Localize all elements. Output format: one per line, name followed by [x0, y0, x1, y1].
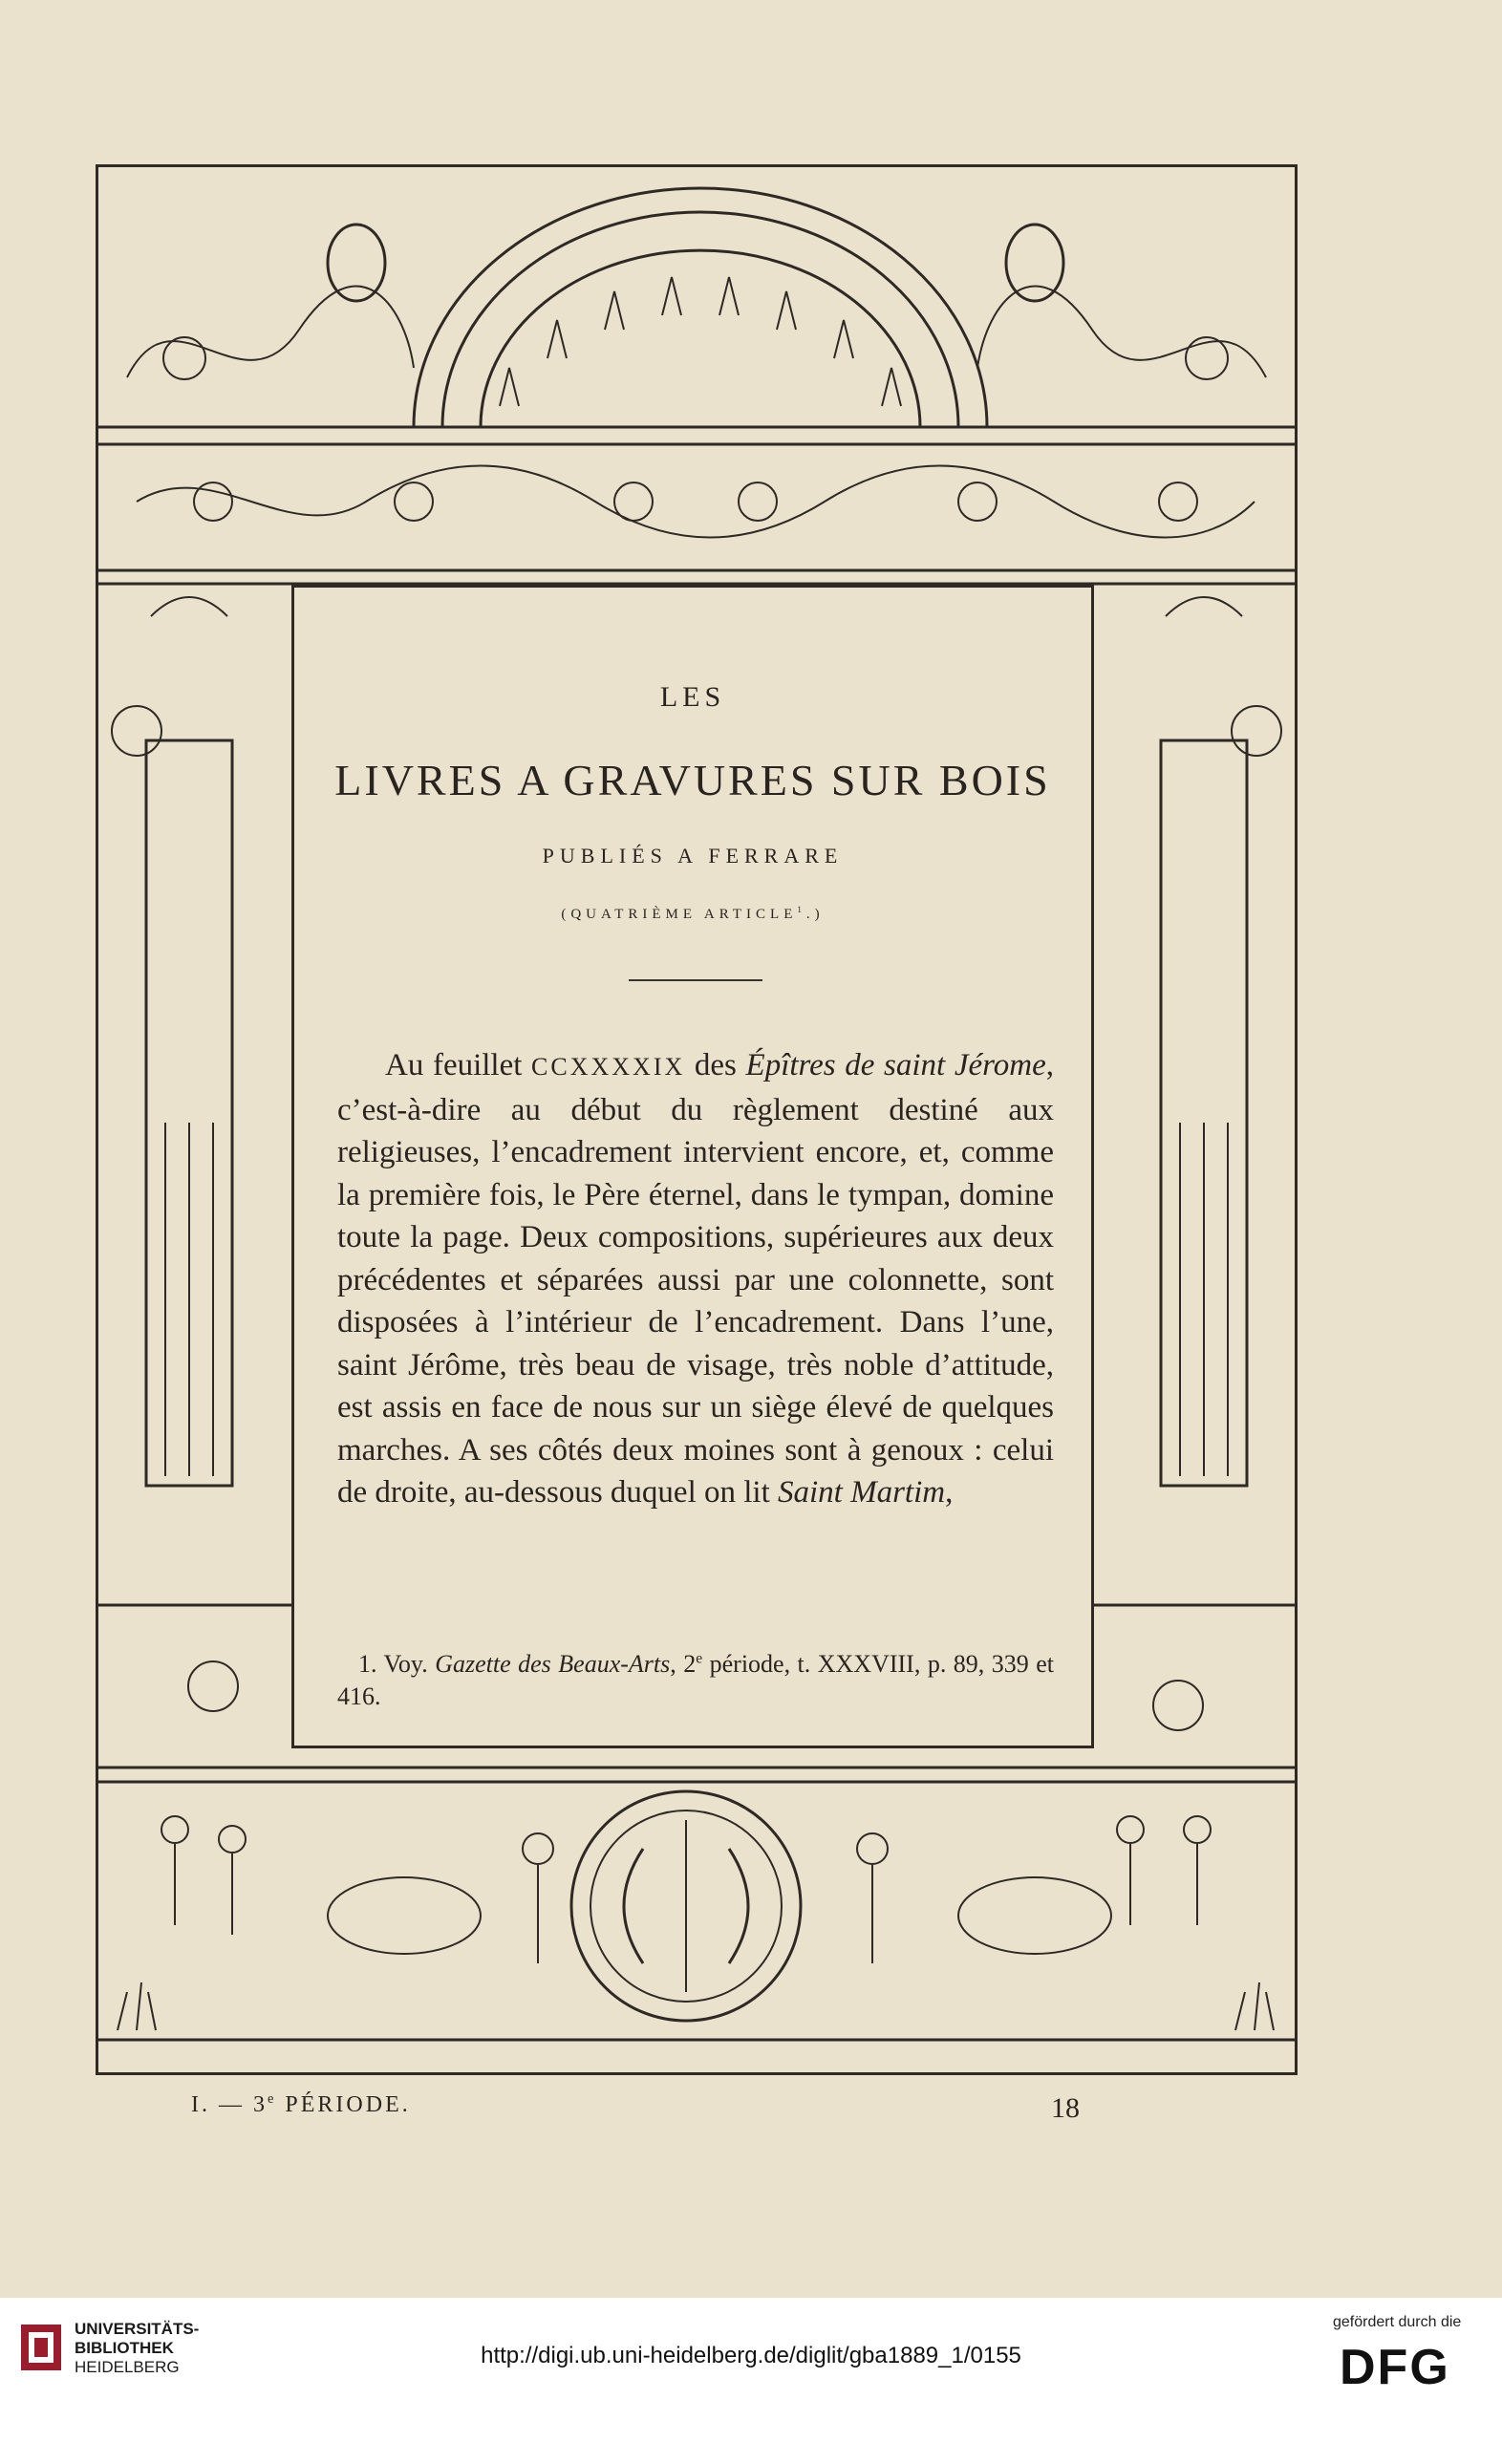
article-close: .) [805, 907, 825, 922]
article-footnote-mark: 1 [797, 905, 806, 914]
signature-sup: e [268, 2091, 277, 2107]
scan-footer-bar [0, 2298, 1502, 2464]
book-title: Épîtres de saint Jérome [745, 1048, 1046, 1082]
heading-les: LES [659, 681, 726, 713]
inscription-name: Saint Martim [778, 1475, 946, 1510]
source-url[interactable]: http://digi.ub.uni-heidelberg.de/diglit/gba1889_1/0155 [481, 2343, 1021, 2368]
subtitle: PUBLIÉS A FERRARE [542, 844, 844, 868]
footnote-journal: Gazette des Beaux-Arts [435, 1650, 671, 1678]
body-text-3: , c’est-à-dire au début du règlement destiné aux religieuses, l’encadrement intervient encore, et, comme la première fois, le Père éternel, dans le tympan, domine toute la page. Deux compositions, supérieures aux deux précédentes et séparées aussi par une colonnette, sont disposées à l’intérieur de l’encadrement. Dans l’une, saint Jérôme, très beau de visage, très noble d’attitude, est assis en face de nous sur un siège élevé de quelques marches. A ses côtés deux moines sont à genoux : celui de droite, au-dessous duquel on lit [337, 1048, 1054, 1510]
footnote [337, 1648, 1054, 1713]
funding-label: gefördert durch die [1333, 2314, 1462, 2330]
institution-line-2: BIBLIOTHEK [75, 2339, 174, 2357]
body-text-1: Au feuillet [385, 1048, 532, 1082]
institution-line-1: UNIVERSITÄTS- [75, 2320, 200, 2338]
folio-number: CCXXXXIX [531, 1053, 686, 1081]
article-label: (QUATRIÈME ARTICLE [561, 907, 798, 922]
dfg-logo: DFG [1340, 2340, 1450, 2395]
footnote-text-3: période, t. XXXVIII, p. 89, 339 et 416. [337, 1650, 1055, 1710]
article-note [294, 907, 1091, 923]
text-panel [291, 585, 1094, 1748]
body-text-4: , [945, 1475, 954, 1510]
signature-text: I. — 3 [191, 2092, 268, 2117]
page-number: 18 [1051, 2092, 1080, 2124]
body-paragraph [337, 1044, 1054, 1514]
body-text-2: des [685, 1048, 746, 1082]
signature-mark [191, 2092, 411, 2118]
institution-line-3: HEIDELBERG [75, 2358, 180, 2376]
page-title: LIVRES A GRAVURES SUR BOIS [334, 756, 1051, 804]
footnote-sup: e [696, 1650, 703, 1667]
footnote-text-2: , 2 [670, 1650, 697, 1678]
signature-rest: PÉRIODE. [276, 2092, 411, 2117]
footnote-text-1: 1. Voy. [358, 1650, 436, 1678]
divider [629, 979, 762, 981]
